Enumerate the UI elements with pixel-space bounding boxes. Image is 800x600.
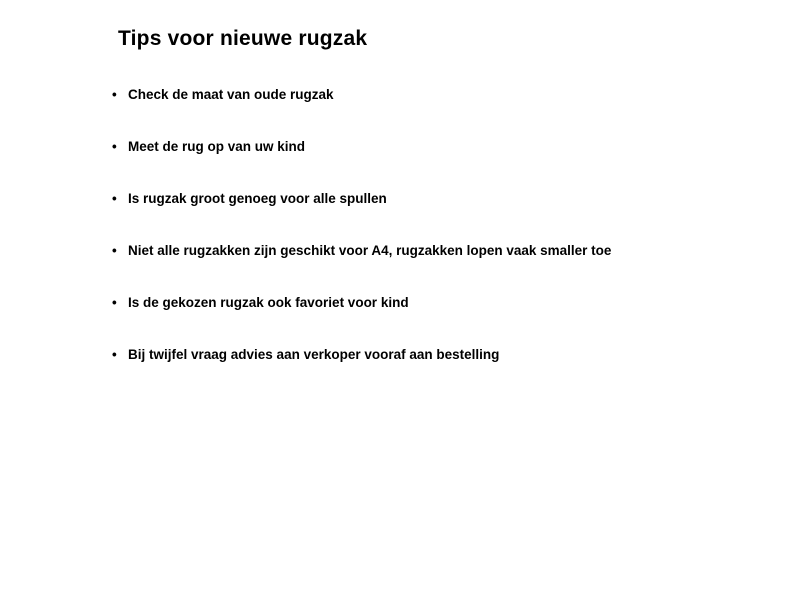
list-item <box>112 347 611 363</box>
bullet-list <box>112 87 611 399</box>
bullet-text: Check de maat van oude rugzak <box>128 87 334 102</box>
bullet-icon: • <box>112 139 117 154</box>
bullet-text: Niet alle rugzakken zijn geschikt voor A4, rugzakken lopen vaak smaller toe <box>128 243 612 258</box>
bullet-icon: • <box>112 191 117 206</box>
list-item <box>112 295 611 311</box>
page-title: Tips voor nieuwe rugzak <box>118 27 368 50</box>
list-item <box>112 87 611 103</box>
bullet-icon: • <box>112 347 117 362</box>
bullet-text: Is de gekozen rugzak ook favoriet voor kind <box>128 295 409 310</box>
bullet-text: Meet de rug op van uw kind <box>128 139 306 154</box>
bullet-icon: • <box>112 243 117 258</box>
bullet-text: Is rugzak groot genoeg voor alle spullen <box>128 191 387 206</box>
bullet-icon: • <box>112 295 117 310</box>
list-item <box>112 191 611 207</box>
bullet-icon: • <box>112 87 117 102</box>
bullet-text: Bij twijfel vraag advies aan verkoper vooraf aan bestelling <box>128 347 500 362</box>
list-item <box>112 139 611 155</box>
list-item <box>112 243 611 259</box>
